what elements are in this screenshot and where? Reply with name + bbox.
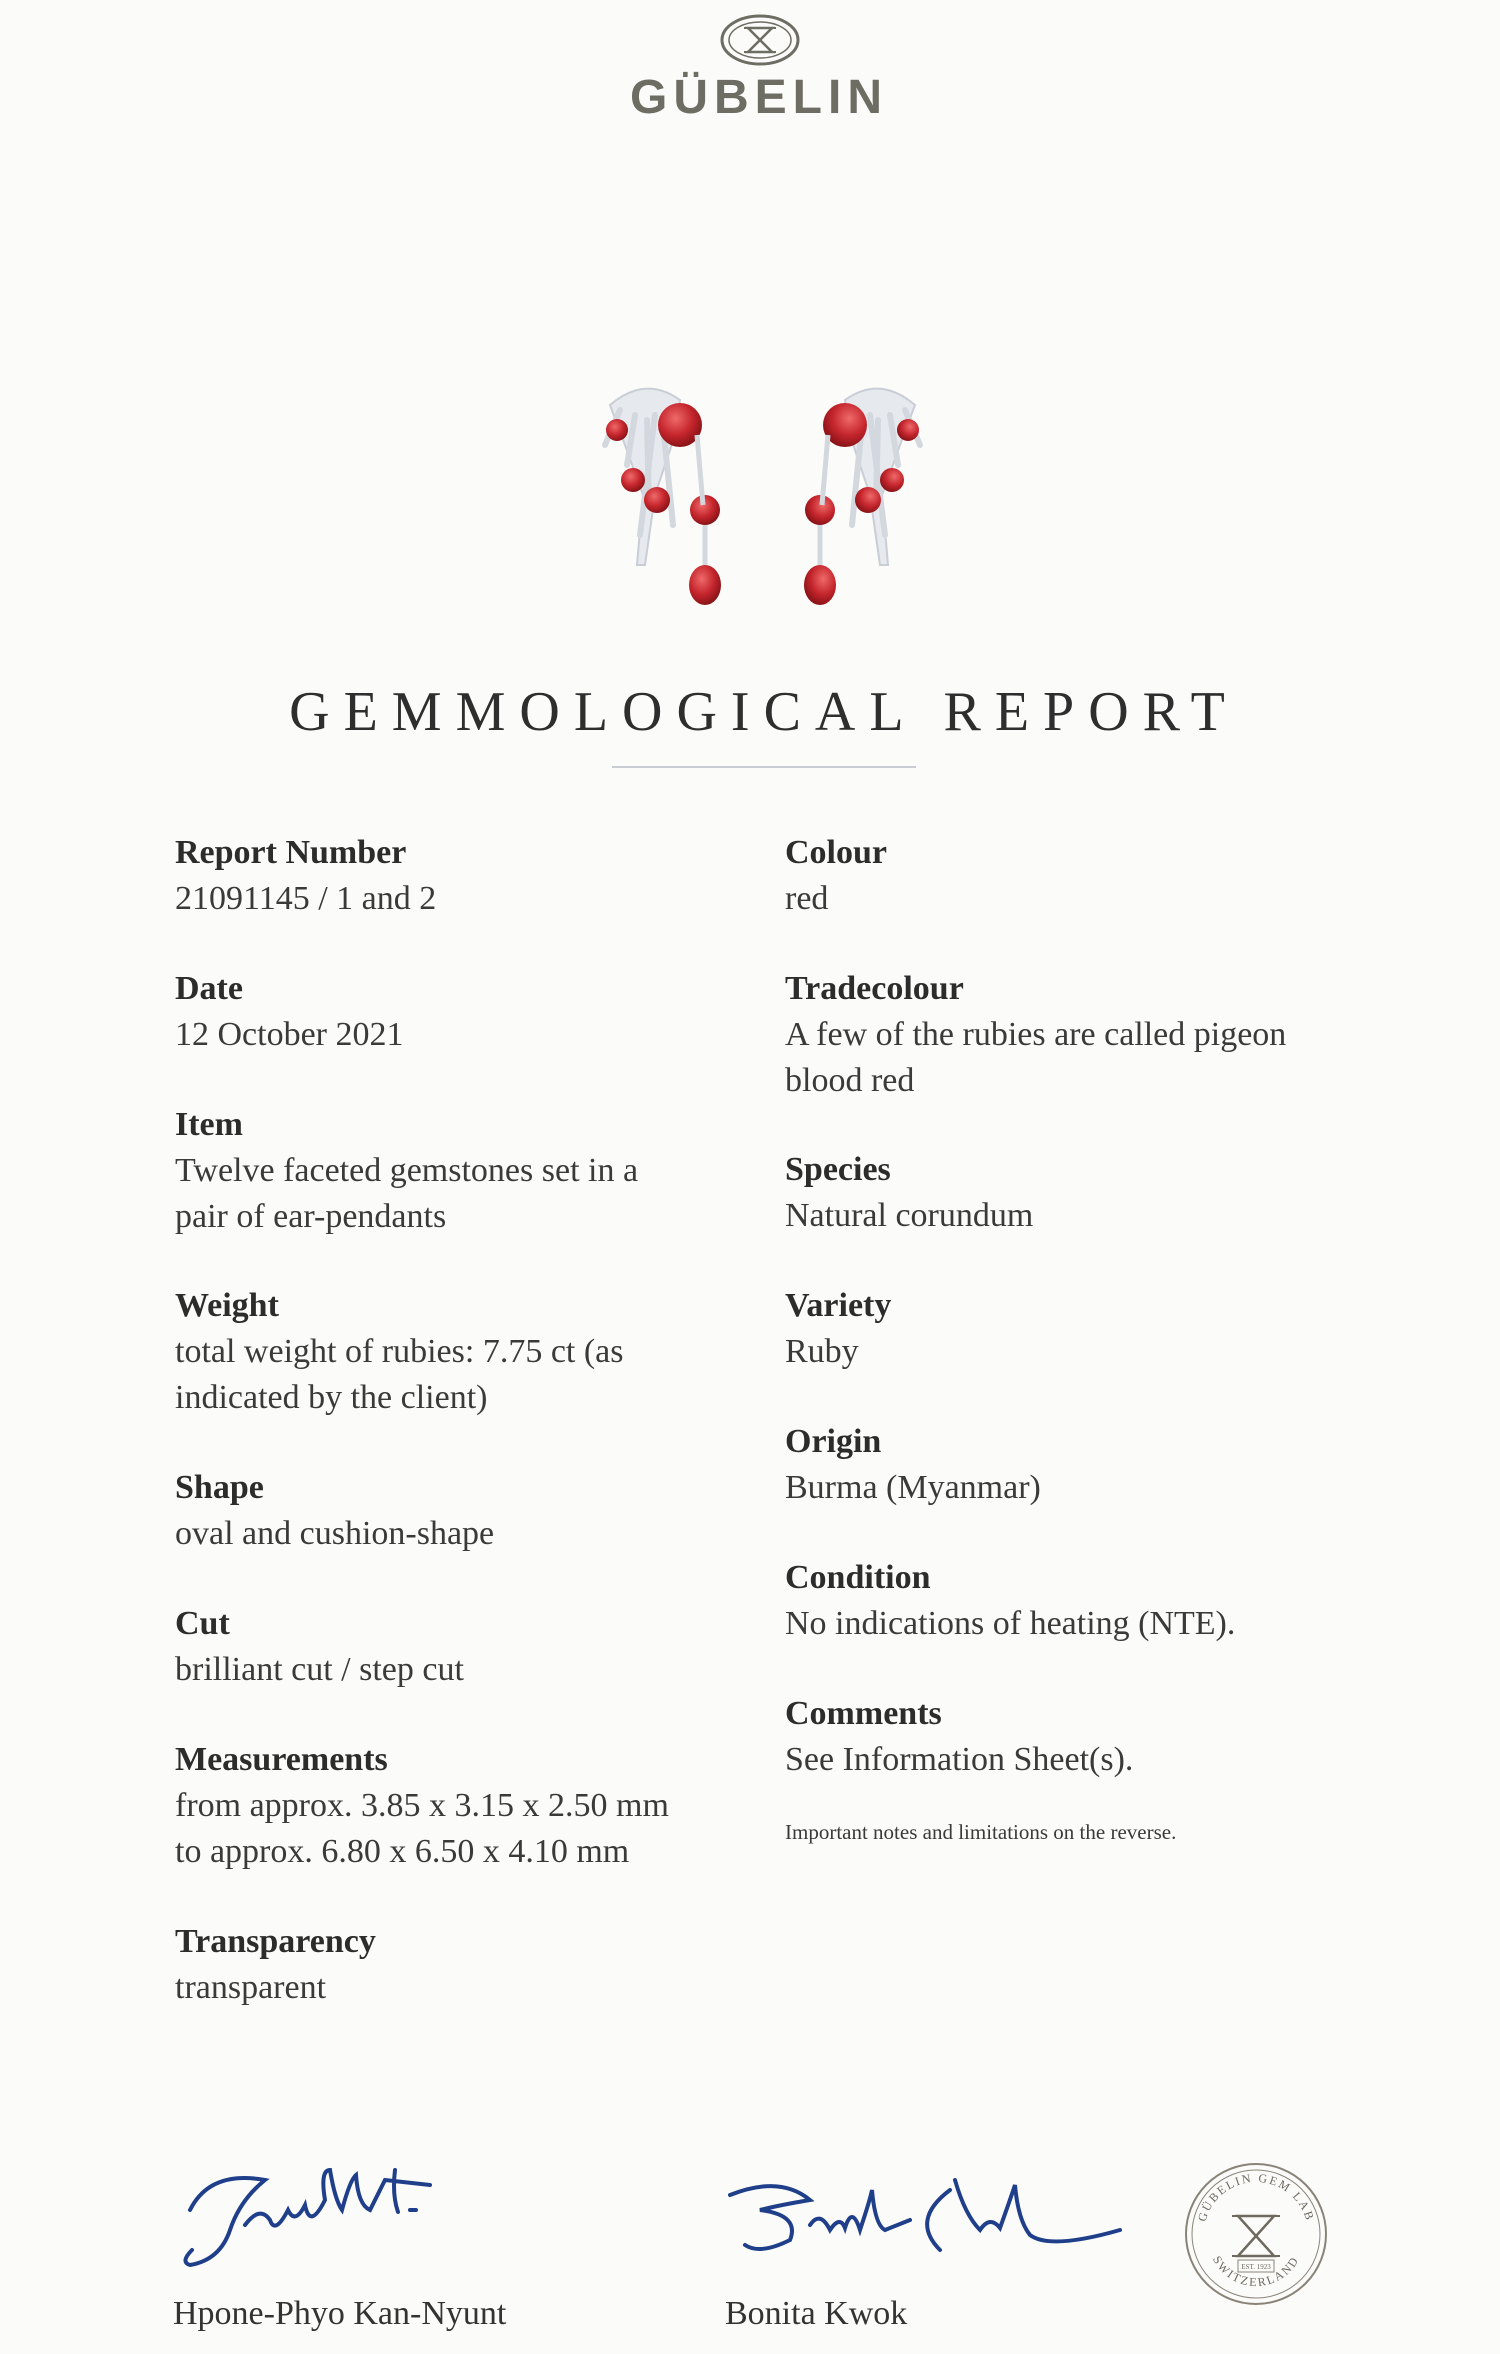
seal-bottom-text: SWITZERLAND xyxy=(1210,2253,1303,2290)
brand-name: GÜBELIN xyxy=(630,71,888,124)
hourglass-emblem-icon xyxy=(718,12,802,68)
signatory-right-name: Bonita Kwok xyxy=(725,2295,908,2332)
field-value: total weight of rubies: 7.75 ct (as xyxy=(175,1333,624,1370)
field-label: Colour xyxy=(785,834,887,871)
field-colour xyxy=(785,830,1365,922)
field-value: A few of the rubies are called pigeon xyxy=(785,1016,1287,1053)
gem-lab-seal-icon xyxy=(1182,2160,1330,2308)
field-weight xyxy=(175,1283,735,1421)
field-label: Species xyxy=(785,1151,891,1188)
left-earring xyxy=(605,389,721,605)
field-variety xyxy=(785,1283,1365,1375)
field-condition xyxy=(785,1555,1365,1647)
field-label: Origin xyxy=(785,1423,882,1460)
field-label: Transparency xyxy=(175,1923,376,1960)
field-label: Comments xyxy=(785,1695,942,1732)
field-label: Tradecolour xyxy=(785,970,964,1007)
field-comments xyxy=(785,1691,1365,1783)
field-cut xyxy=(175,1601,735,1693)
field-label: Measurements xyxy=(175,1741,388,1778)
field-item xyxy=(175,1102,735,1240)
field-value: Ruby xyxy=(785,1333,859,1370)
field-value: from approx. 3.85 x 3.15 x 2.50 mm xyxy=(175,1787,669,1824)
field-value-line2: pair of ear-pendants xyxy=(175,1198,447,1235)
seal-center-text: EST. 1923 xyxy=(1241,2263,1271,2271)
field-report-number xyxy=(175,830,735,922)
signatory-left-name: Hpone-Phyo Kan-Nyunt xyxy=(173,2295,507,2332)
field-tradecolour xyxy=(785,966,1365,1104)
field-value: 21091145 / 1 and 2 xyxy=(175,880,437,917)
field-label: Report Number xyxy=(175,834,407,871)
title-divider xyxy=(612,766,916,768)
field-label: Condition xyxy=(785,1559,931,1596)
field-value-line2: blood red xyxy=(785,1062,915,1099)
reverse-note: Important notes and limitations on the reverse. xyxy=(785,1820,1177,1844)
field-value: transparent xyxy=(175,1969,327,2006)
field-label: Date xyxy=(175,970,243,1007)
svg-text:SWITZERLAND xyxy=(1210,2253,1302,2289)
field-value: Natural corundum xyxy=(785,1197,1034,1234)
field-date xyxy=(175,966,735,1058)
field-value: Twelve faceted gemstones set in a xyxy=(175,1152,639,1189)
field-label: Item xyxy=(175,1106,243,1143)
field-origin xyxy=(785,1419,1365,1511)
field-label: Weight xyxy=(175,1287,279,1324)
field-value: See Information Sheet(s). xyxy=(785,1741,1134,1778)
signature-left xyxy=(170,2150,500,2280)
field-label: Cut xyxy=(175,1605,230,1642)
field-shape xyxy=(175,1465,735,1557)
field-species xyxy=(785,1147,1365,1239)
ruby-earrings-illustration xyxy=(585,375,940,635)
signature-right xyxy=(720,2160,1140,2280)
report-title: GEMMOLOGICAL REPORT xyxy=(289,681,1239,743)
field-value: Burma (Myanmar) xyxy=(785,1469,1041,1506)
field-value-line2: indicated by the client) xyxy=(175,1379,488,1416)
field-measurements xyxy=(175,1737,735,1875)
field-value: red xyxy=(785,880,829,917)
field-transparency xyxy=(175,1919,735,2011)
field-label: Shape xyxy=(175,1469,264,1506)
right-earring xyxy=(804,389,920,605)
field-value-line2: to approx. 6.80 x 6.50 x 4.10 mm xyxy=(175,1833,630,1870)
field-value: 12 October 2021 xyxy=(175,1016,404,1053)
field-value: brilliant cut / step cut xyxy=(175,1651,464,1688)
seal-top-text: GÜBELIN GEM LAB xyxy=(1194,2170,1318,2224)
field-value: oval and cushion-shape xyxy=(175,1515,495,1552)
field-label: Variety xyxy=(785,1287,892,1324)
field-value: No indications of heating (NTE). xyxy=(785,1605,1236,1642)
